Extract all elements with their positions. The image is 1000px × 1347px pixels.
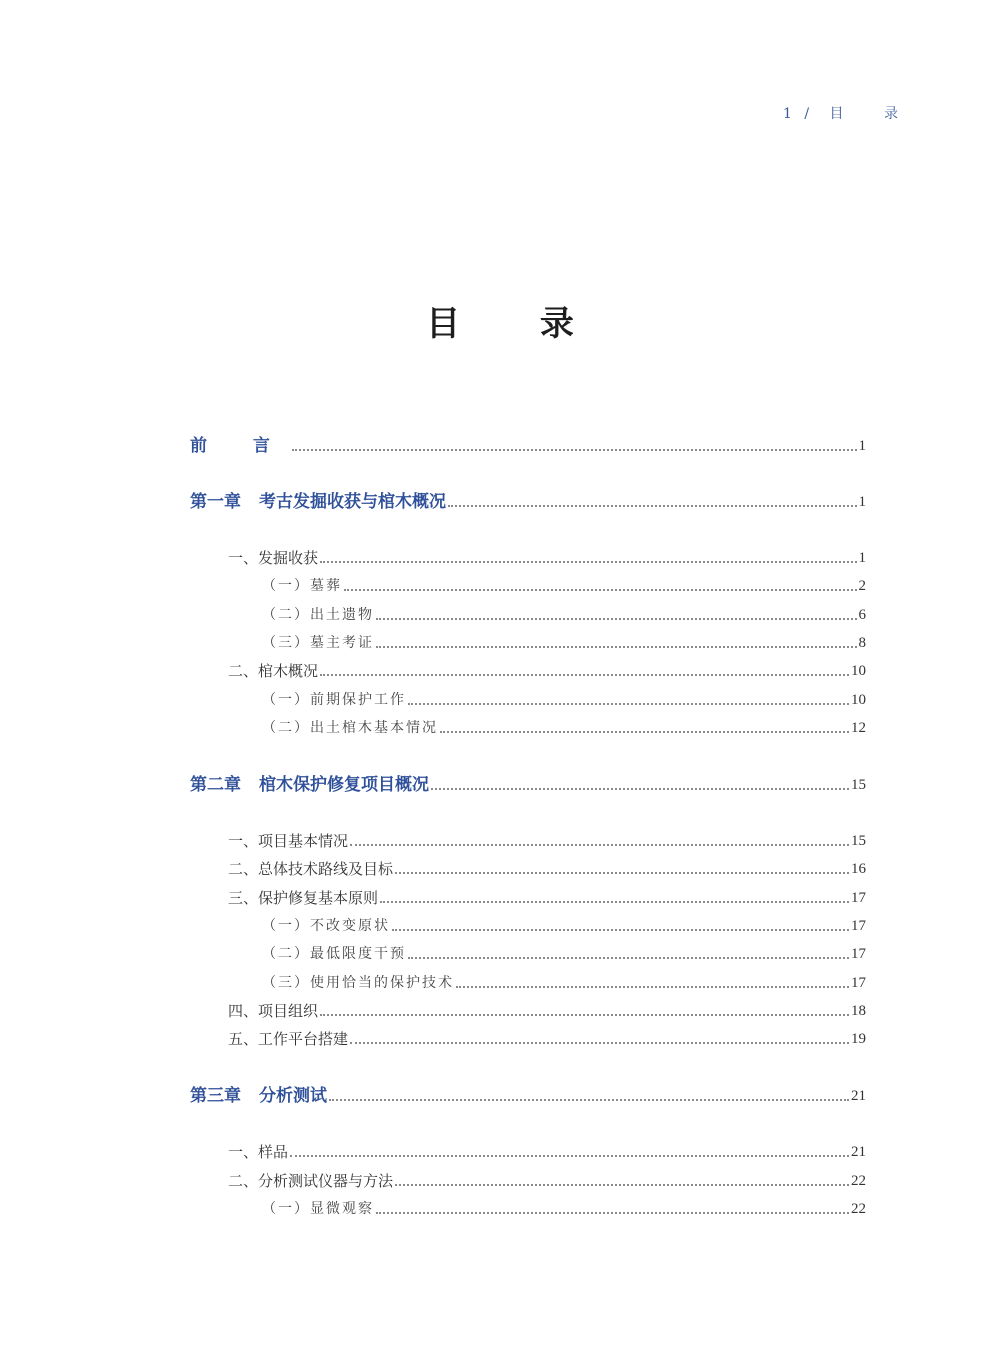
toc-entry-title: 三、保护修复基本原则: [228, 889, 379, 907]
toc-entry-label: [262, 1197, 376, 1221]
toc-entry-label: [228, 546, 320, 570]
toc-page-number: 1: [857, 546, 867, 570]
dot-leader: [431, 788, 849, 790]
dot-leader: [376, 1212, 849, 1214]
toc-entry-title: 分析测试: [259, 1086, 327, 1106]
toc-chapter-entry[interactable]: [0, 1084, 1000, 1108]
toc-entry-label: [190, 1084, 329, 1108]
dot-leader: [440, 731, 849, 733]
toc-page-number: 18: [849, 999, 866, 1023]
toc-section-entry[interactable]: [0, 1027, 1000, 1051]
toc-entry-label: [262, 716, 440, 740]
dot-leader: [395, 1184, 849, 1186]
toc-section-entry[interactable]: [0, 857, 1000, 881]
toc-entry-title: （二）出土遗物: [262, 607, 374, 623]
toc-chapter-entry[interactable]: [0, 434, 1000, 458]
toc-section-entry[interactable]: [0, 1169, 1000, 1193]
dot-leader: [456, 986, 849, 988]
toc-page-number: 17: [849, 914, 866, 938]
toc-page-number: 15: [849, 829, 866, 853]
toc-subsection-entry[interactable]: [0, 631, 1000, 655]
toc-subsection-entry[interactable]: [0, 574, 1000, 598]
toc-entry-label: [228, 1140, 290, 1164]
toc-page-number: 1: [857, 490, 867, 514]
toc-entry-label: [228, 829, 350, 853]
toc-page-number: 22: [849, 1197, 866, 1221]
toc-subsection-entry[interactable]: [0, 603, 1000, 627]
toc-chapter-entry[interactable]: [0, 490, 1000, 514]
toc-page-number: 6: [857, 603, 867, 627]
toc-page-number: 22: [849, 1169, 866, 1193]
dot-leader: [376, 646, 857, 648]
toc-entry-title: 一、发掘收获: [228, 549, 319, 567]
toc-entry-title: 二、总体技术路线及目标: [228, 860, 394, 878]
toc-entry-title: 棺木保护修复项目概况: [259, 775, 429, 795]
toc-section-entry[interactable]: [0, 886, 1000, 910]
toc-section-entry[interactable]: [0, 659, 1000, 683]
toc-entry-title: （一）前期保护工作: [262, 692, 406, 708]
dot-leader: [350, 844, 849, 846]
toc-entry-label: [262, 914, 392, 938]
dot-leader: [380, 901, 849, 903]
toc-entry-label: [228, 999, 320, 1023]
toc-entry-label: [228, 1027, 350, 1051]
toc-page-number: 17: [849, 886, 866, 910]
chapter-number: 第二章: [190, 775, 241, 795]
toc-entry-label: [262, 574, 344, 598]
toc-entry-title: 前 言: [190, 436, 290, 456]
toc-chapter-entry[interactable]: [0, 773, 1000, 797]
toc-entry-label: [262, 631, 376, 655]
dot-leader: [395, 872, 849, 874]
toc-page-number: 21: [849, 1140, 866, 1164]
toc-subsection-entry[interactable]: [0, 942, 1000, 966]
dot-leader: [292, 449, 857, 451]
toc-entry-title: 一、样品: [228, 1143, 289, 1161]
dot-leader: [329, 1099, 849, 1101]
toc-page-number: 1: [857, 434, 867, 458]
toc-page-number: 21: [849, 1084, 866, 1108]
toc-entry-label: [190, 773, 431, 797]
toc-subsection-entry[interactable]: [0, 716, 1000, 740]
toc-page-number: 2: [857, 574, 867, 598]
dot-leader: [290, 1155, 849, 1157]
toc-page-number: 8: [857, 631, 867, 655]
dot-leader: [392, 929, 849, 931]
dot-leader: [376, 618, 857, 620]
toc-entry-title: 二、棺木概况: [228, 662, 319, 680]
dot-leader: [320, 561, 856, 563]
toc-entry-title: （一）墓葬: [262, 578, 342, 594]
toc-entry-title: 四、项目组织: [228, 1002, 319, 1020]
toc-entry-title: （二）出土棺木基本情况: [262, 720, 438, 736]
toc-entry-title: （二）最低限度干预: [262, 946, 406, 962]
toc-section-entry[interactable]: [0, 999, 1000, 1023]
toc-page-number: 16: [849, 857, 866, 881]
page-title: 目 录: [426, 304, 608, 344]
toc-page-number: 12: [849, 716, 866, 740]
toc-subsection-entry[interactable]: [0, 688, 1000, 712]
running-head-separator: /: [804, 106, 811, 122]
toc-entry-label: [228, 1169, 395, 1193]
toc-page-number: 19: [849, 1027, 866, 1051]
chapter-number: 第一章: [190, 492, 241, 512]
toc-subsection-entry[interactable]: [0, 971, 1000, 995]
toc-entry-title: （三）使用恰当的保护技术: [262, 975, 454, 991]
toc-page-number: 17: [849, 971, 866, 995]
dot-leader: [344, 589, 857, 591]
toc-subsection-entry[interactable]: [0, 914, 1000, 938]
toc-entry-label: [262, 942, 408, 966]
dot-leader: [448, 505, 857, 507]
toc-page-number: 15: [849, 773, 866, 797]
dot-leader: [350, 1042, 849, 1044]
toc-entry-label: [262, 688, 408, 712]
toc-entry-title: 一、项目基本情况: [228, 832, 349, 850]
chapter-number: 第三章: [190, 1086, 241, 1106]
toc-page-number: 17: [849, 942, 866, 966]
dot-leader: [320, 674, 849, 676]
dot-leader: [320, 1014, 849, 1016]
toc-entry-title: （一）显微观察: [262, 1201, 374, 1217]
running-head-title: 目 录: [829, 106, 916, 122]
toc-entry-title: 二、分析测试仪器与方法: [228, 1172, 394, 1190]
toc-entry-label: [262, 971, 456, 995]
toc-entry-label: [190, 434, 292, 458]
toc-entry-title: （三）墓主考证: [262, 635, 374, 651]
toc-entry-label: [190, 490, 448, 514]
toc-section-entry[interactable]: [0, 829, 1000, 853]
toc-page-number: 10: [849, 688, 866, 712]
dot-leader: [408, 957, 849, 959]
running-head-page-number: 1: [783, 106, 793, 122]
toc-entry-label: [228, 857, 395, 881]
toc-page-number: 10: [849, 659, 866, 683]
toc-entry-label: [228, 659, 320, 683]
toc-entry-title: 五、工作平台搭建: [228, 1030, 349, 1048]
toc-subsection-entry[interactable]: [0, 1197, 1000, 1221]
toc-section-entry[interactable]: [0, 546, 1000, 570]
dot-leader: [408, 703, 849, 705]
toc-section-entry[interactable]: [0, 1140, 1000, 1164]
toc-entry-title: 考古发掘收获与棺木概况: [259, 492, 446, 512]
toc-entry-label: [262, 603, 376, 627]
toc-entry-label: [228, 886, 380, 910]
toc-entry-title: （一）不改变原状: [262, 918, 390, 934]
